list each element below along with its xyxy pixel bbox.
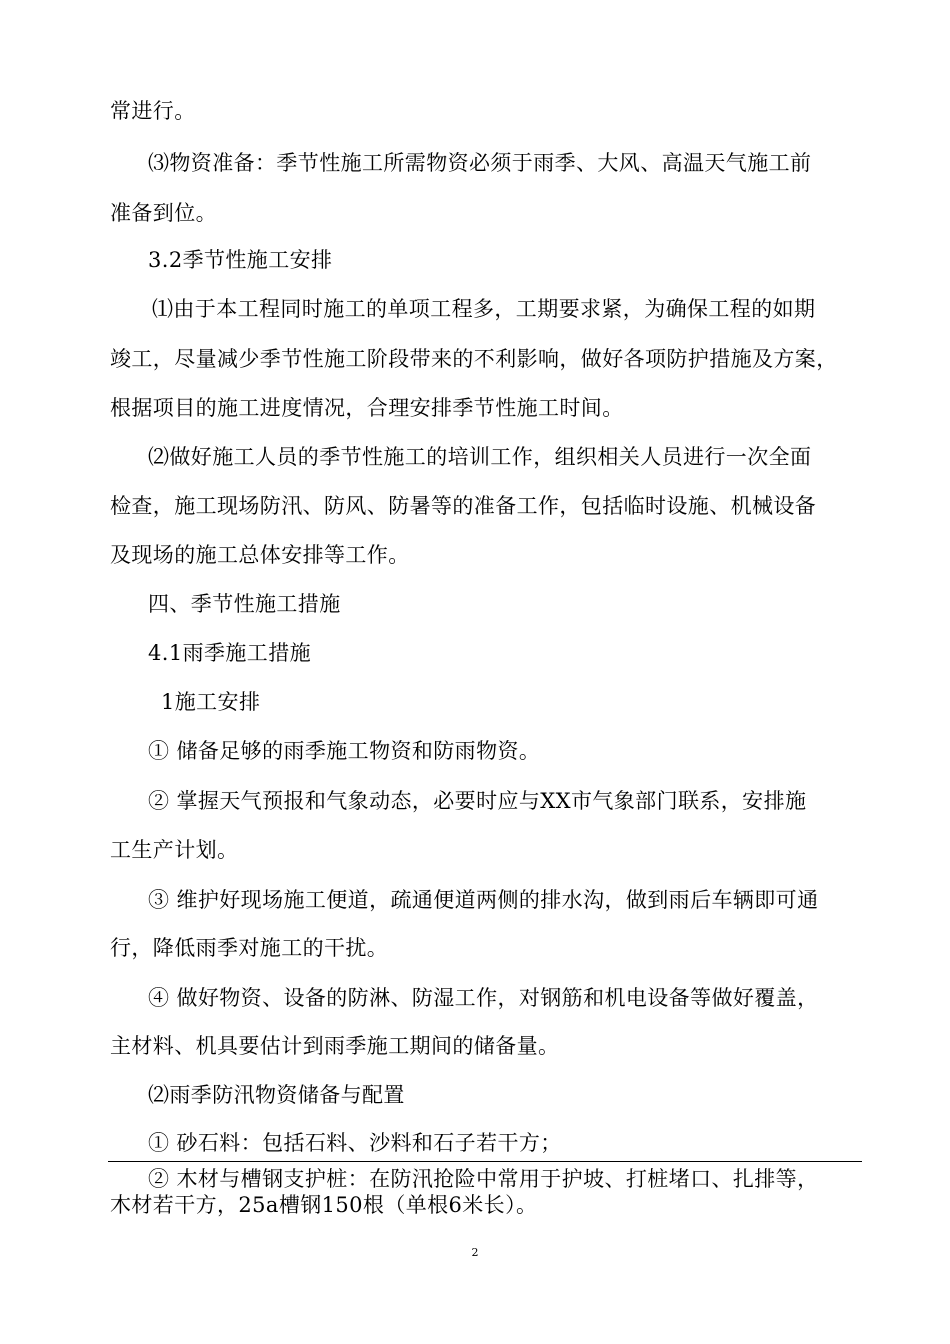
text-line: 及现场的施工总体安排等工作。 — [110, 543, 410, 567]
list-item: ④ 做好物资、设备的防淋、防湿工作，对钢筋和机电设备等做好覆盖， — [148, 986, 819, 1010]
text-line: 准备到位。 — [110, 201, 217, 225]
text-line: ⑶物资准备：季节性施工所需物资必须于雨季、大风、高温天气施工前 — [148, 151, 812, 175]
section-heading: 1施工安排 — [161, 690, 261, 714]
text-line: 工生产计划。 — [110, 838, 239, 862]
text-line: ⑵做好施工人员的季节性施工的培训工作，组织相关人员进行一次全面 — [148, 445, 812, 469]
list-item: ① 储备足够的雨季施工物资和防雨物资。 — [148, 739, 541, 763]
section-heading: ⑵雨季防汛物资储备与配置 — [148, 1083, 405, 1107]
footnote-divider — [108, 1161, 862, 1162]
text-line: 主材料、机具要估计到雨季施工期间的储备量。 — [110, 1034, 560, 1058]
page-number: 2 — [471, 1246, 479, 1259]
text-line: 行，降低雨季对施工的干扰。 — [110, 936, 389, 960]
text-line: 根据项目的施工进度情况，合理安排季节性施工时间。 — [110, 396, 624, 420]
list-item: ③ 维护好现场施工便道，疏通便道两侧的排水沟，做到雨后车辆即可通 — [148, 888, 819, 912]
text-line: ⑴由于本工程同时施工的单项工程多，工期要求紧，为确保工程的如期 — [152, 297, 816, 321]
list-item: ② 掌握天气预报和气象动态，必要时应与XX市气象部门联系，安排施 — [148, 789, 807, 813]
section-heading: 四、季节性施工措施 — [148, 592, 341, 616]
section-heading: 4.1雨季施工措施 — [148, 641, 311, 665]
text-line: 竣工，尽量减少季节性施工阶段带来的不利影响，做好各项防护措施及方案， — [110, 347, 838, 371]
text-line: 木材若干方，25a槽钢150根（单根6米长）。 — [110, 1193, 538, 1217]
text-line: 检查，施工现场防汛、防风、防暑等的准备工作，包括临时设施、机械设备 — [110, 494, 817, 518]
text-line: 常进行。 — [110, 99, 196, 123]
section-heading: 3.2季节性施工安排 — [148, 248, 333, 272]
list-item: ② 木材与槽钢支护桩：在防汛抢险中常用于护坡、打桩堵口、扎排等， — [148, 1167, 819, 1191]
list-item: ① 砂石料：包括石料、沙料和石子若干方； — [148, 1131, 562, 1155]
